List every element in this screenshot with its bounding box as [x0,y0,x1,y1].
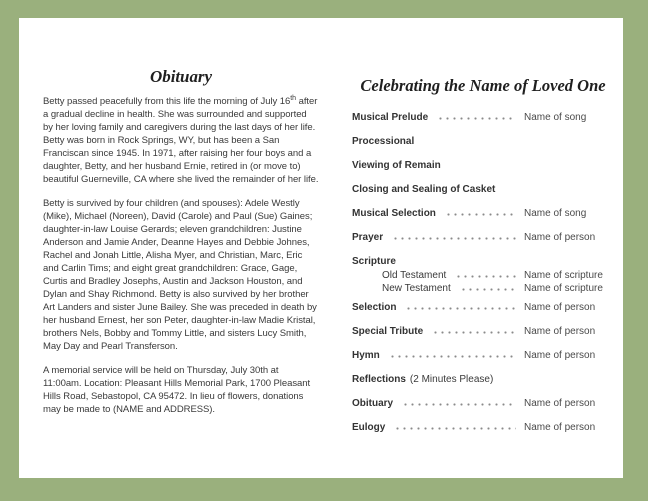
service-item-value: Name of person [524,350,596,361]
superscript-ordinal: th [290,94,296,102]
service-item-value: Name of scripture [524,270,603,281]
obituary-paragraph-3: A memorial service will be held on Thursday, July 30th at 11:00am. Location: Pleasant Hills Memorial Park, 1700 Pleasant Hills Road, Sebastopol, CA 95472. In lieu of flowers, donations may be made to (NAME and ADDRESS). [43,365,311,415]
service-item-label: Musical Selection [352,208,436,219]
service-item-closing-and-sealing [352,184,614,195]
service-item-musical-selection [352,208,614,219]
service-item-value: Name of person [524,398,596,409]
service-item-label: Obituary [352,398,394,409]
service-item-selection [352,302,614,313]
obituary-title: Obituary [150,67,212,86]
dot-leader [432,326,516,337]
service-item-processional [352,136,614,147]
service-item-value: Name of scripture [524,283,603,294]
service-item-label: Processional [352,136,415,147]
service-item-label: Reflections [352,374,406,385]
service-item-musical-prelude [352,112,614,123]
service-item-value: Name of song [524,208,587,219]
dot-leader [405,302,516,313]
dot-leader [394,422,516,433]
service-item-label: Musical Prelude [352,112,429,123]
service-item-value: Name of song [524,112,587,123]
service-item-label: Scripture [352,256,396,267]
service-item-obituary [352,398,614,409]
service-item-old-testament [352,270,614,281]
obituary-paragraph-2: Betty is survived by four children (and spouses): Adele Westly (Mike), Michael (Noreen), David (Carole) and Paul (Sue) Gaines; daughter-in-law Louise Gerards; eleven grandchildren: Justine Anderson and Jamie Ander, Deanne Hayes and Debbie Johnes, Rachel and Jonah Little, Alisha Myer, and Christian, Marc, Eric and Carlin Tims; and eight great grandchildren: Grace, Gage, Curtis and Bradley Josephs, Austin and Jackson Houston, and Dylan and Shay Richmond. Betty is also survived by her brother Art Landers and sister June Bailey. She was preceded in death by her husband Ernest, her son Peter, daughter-in-law Madie Kristal, brothers Nels, Bobby and Tommy Little, and sisters Lucy Smith, May Day and Pearl Transferson. [43,198,317,352]
service-item-label: Closing and Sealing of Casket [352,184,496,195]
service-title: Celebrating the Name of Loved One [360,76,606,95]
service-item-label: Eulogy [352,422,386,433]
service-item-label: Hymn [352,350,380,361]
service-item-new-testament [352,283,614,294]
service-item-label: Selection [352,302,397,313]
service-item-label: Special Tribute [352,326,424,337]
order-of-service-panel [352,76,614,446]
service-item-viewing-of-remain [352,160,614,171]
dot-leader [455,270,516,281]
obituary-panel [43,68,319,427]
service-item-label: Viewing of Remain [352,160,441,171]
obituary-paragraph-1-text: Betty passed peacefully from this life the morning of July 16 [43,96,291,107]
obituary-paragraph-1-rest: after a gradual decline in health. She was surrounded and supported by her loving family and caregivers during the last days of her life. Betty was born in Rock Springs, WY, but has been a San Franciscan since 1945. In 1971, after raising her four boys and a daughter, Betty, and her husband Ernie, retired in (or move to) beautiful Guerneville, CA where she lived the remainder of her life. [43,96,319,185]
service-item-prayer [352,232,614,243]
service-item-label: New Testament [382,283,451,294]
dot-leader [392,232,516,243]
service-item-label: Prayer [352,232,384,243]
service-item-scripture [352,256,614,267]
service-item-reflections [352,374,614,385]
dot-leader [437,112,516,123]
paper-page [19,18,623,478]
service-item-label: Old Testament [382,270,447,281]
dot-leader [402,398,516,409]
service-item-value: Name of person [524,326,596,337]
dot-leader [445,208,516,219]
service-item-value: Name of person [524,302,596,313]
service-item-value: Name of person [524,232,596,243]
service-item-hymn [352,350,614,361]
obituary-paragraph-1 [43,95,319,186]
dot-leader [389,350,516,361]
dot-leader [460,283,516,294]
service-item-eulogy [352,422,614,433]
service-item-note: (2 Minutes Please) [409,374,494,385]
service-item-special-tribute [352,326,614,337]
service-item-value: Name of person [524,422,596,433]
